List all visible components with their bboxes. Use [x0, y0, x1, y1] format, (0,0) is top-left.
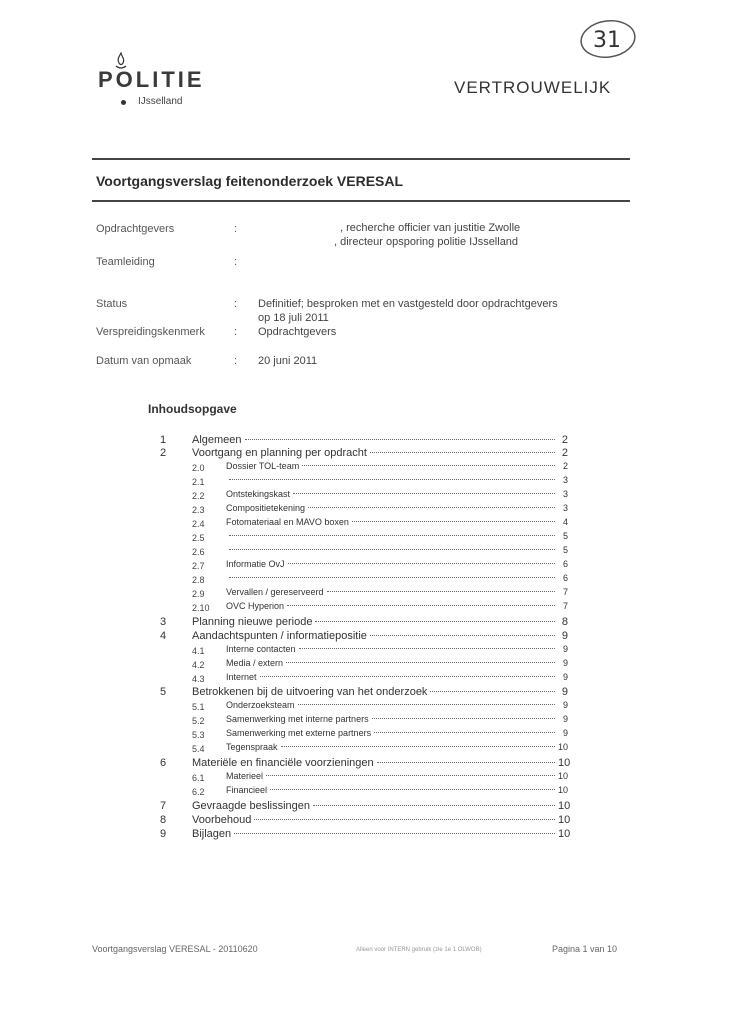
- toc-subentry[interactable]: [226, 728, 568, 738]
- toc-leader-dots: [286, 662, 555, 663]
- toc-subentry[interactable]: [226, 700, 568, 710]
- toc-entry-text: Aandachtspunten / informatiepositie: [192, 630, 367, 642]
- footer-left: Voortgangsverslag VERESAL - 20110620: [92, 944, 258, 954]
- meta-value: , directeur opsporing politie IJsselland: [334, 236, 519, 248]
- toc-number: 5.2: [192, 716, 205, 726]
- toc-number: 1: [160, 434, 167, 446]
- toc-entry[interactable]: [192, 616, 568, 628]
- toc-leader-dots: [327, 591, 555, 592]
- toc-page-number: 9: [562, 728, 568, 738]
- toc-number: 3: [160, 616, 167, 628]
- meta-value: 20 juni 2011: [258, 355, 318, 367]
- toc-entry-text: Internet: [226, 672, 257, 682]
- confidential-label: VERTROUWELIJK: [454, 78, 612, 97]
- toc-page-number: 10: [558, 800, 571, 812]
- toc-number: 5.1: [192, 702, 205, 712]
- toc-entry[interactable]: [192, 814, 571, 826]
- toc-subentry[interactable]: [226, 672, 568, 682]
- toc-page-number: 9: [561, 686, 568, 698]
- toc-title: Inhoudsopgave: [148, 402, 237, 416]
- footer-page: Pagina 1 van 10: [552, 944, 618, 954]
- toc-entry-text: Bijlagen: [192, 828, 232, 840]
- meta-value: , recherche officier van justitie Zwolle: [340, 222, 521, 234]
- meta-colon: :: [234, 223, 238, 235]
- toc-entry-text: Betrokkenen bij de uitvoering van het onderzoek: [192, 686, 428, 698]
- logo-subtitle: IJsselland: [138, 96, 183, 107]
- toc-number: 4.3: [192, 674, 205, 684]
- toc-subentry[interactable]: [226, 517, 568, 527]
- meta-label-status: Status: [96, 298, 128, 310]
- toc-leader-dots: [234, 833, 555, 834]
- toc-page-number: 4: [562, 517, 568, 527]
- toc-leader-dots: [302, 465, 555, 466]
- toc-subentry[interactable]: [226, 545, 568, 555]
- toc-leader-dots: [288, 563, 555, 564]
- toc-page-number: 9: [562, 714, 568, 724]
- toc-entry[interactable]: [192, 800, 571, 812]
- toc-leader-dots: [270, 789, 555, 790]
- toc-leader-dots: [377, 762, 555, 763]
- toc-entry-text: Onderzoeksteam: [226, 700, 295, 710]
- logo-text: POLITIE: [98, 67, 205, 92]
- toc-number: 2.4: [192, 519, 205, 529]
- toc-number: 2.0: [192, 463, 205, 473]
- toc-entry-text: Samenwerking met externe partners: [226, 728, 372, 738]
- toc-leader-dots: [370, 452, 555, 453]
- toc-leader-dots: [308, 507, 555, 508]
- toc-entry-text: Tegenspraak: [226, 742, 278, 752]
- toc-entry-text: Fotomateriaal en MAVO boxen: [226, 517, 349, 527]
- toc-page-number: 10: [558, 742, 569, 752]
- toc-leader-dots: [370, 635, 555, 636]
- toc-entry[interactable]: [192, 447, 568, 459]
- toc-subentry[interactable]: [226, 489, 568, 499]
- toc-page-number: 2: [561, 447, 568, 459]
- toc-entry-text: Ontstekingskast: [226, 489, 291, 499]
- toc-number: 6: [160, 757, 167, 769]
- toc-number: 2.5: [192, 533, 205, 543]
- toc-leader-dots: [266, 775, 555, 776]
- toc-number: 6.1: [192, 773, 205, 783]
- toc-subentry[interactable]: [226, 475, 568, 485]
- toc-leader-dots: [293, 493, 555, 494]
- toc-leader-dots: [229, 479, 555, 480]
- divider-bottom: [92, 200, 630, 202]
- toc-leader-dots: [352, 521, 555, 522]
- page-number-stamp: [578, 18, 638, 60]
- toc-entry-text: Media / extern: [226, 658, 284, 668]
- toc-page-number: 9: [562, 658, 568, 668]
- logo-bullet: [121, 100, 126, 105]
- toc-number: 4: [160, 630, 167, 642]
- toc-leader-dots: [254, 819, 555, 820]
- meta-colon: :: [234, 326, 238, 338]
- toc-page-number: 10: [558, 828, 571, 840]
- toc-entry-text: Samenwerking met interne partners: [226, 714, 369, 724]
- stamp-number: 31: [593, 28, 621, 53]
- toc-leader-dots: [281, 746, 555, 747]
- toc-subentry[interactable]: [226, 531, 568, 541]
- toc-entry-text: Gevraagde beslissingen: [192, 800, 311, 812]
- toc-number: 5: [160, 686, 167, 698]
- toc-number: 7: [160, 800, 167, 812]
- toc-entry-text: Informatie OvJ: [226, 559, 285, 569]
- toc-number: 2.3: [192, 505, 205, 515]
- toc-leader-dots: [430, 691, 555, 692]
- toc-subentry[interactable]: [226, 742, 568, 752]
- toc-entry-text: OVC Hyperion: [226, 601, 285, 611]
- document-title: Voortgangsverslag feitenonderzoek VERESAL: [96, 173, 404, 189]
- meta-label-datum: Datum van opmaak: [96, 355, 192, 367]
- toc-page-number: 5: [562, 545, 568, 555]
- toc-subentry[interactable]: [226, 503, 568, 513]
- toc-leader-dots: [299, 648, 555, 649]
- toc-entry-text: Voorbehoud: [192, 814, 252, 826]
- toc-page-number: 9: [561, 630, 568, 642]
- toc-entry-text: Interne contacten: [226, 644, 296, 654]
- toc-page-number: 6: [562, 559, 568, 569]
- toc-page-number: 10: [558, 814, 571, 826]
- toc-leader-dots: [315, 621, 555, 622]
- toc-page-number: 6: [562, 573, 568, 583]
- toc-subentry[interactable]: [226, 771, 568, 781]
- toc-number: 2.2: [192, 491, 205, 501]
- toc-page-number: 10: [558, 757, 571, 769]
- toc-leader-dots: [313, 805, 555, 806]
- toc-leader-dots: [374, 732, 555, 733]
- toc-entry[interactable]: [192, 757, 571, 769]
- toc-page-number: 3: [562, 503, 568, 513]
- toc-entry-text: Materiële en financiële voorzieningen: [192, 757, 374, 769]
- toc-subentry[interactable]: [226, 658, 568, 668]
- toc-page-number: 7: [562, 587, 568, 597]
- toc-leader-dots: [287, 605, 555, 606]
- toc-number: 2.8: [192, 575, 205, 585]
- meta-colon: :: [234, 256, 238, 268]
- toc-page-number: 2: [561, 434, 568, 446]
- toc-page-number: 8: [561, 616, 568, 628]
- toc-page-number: 9: [562, 644, 568, 654]
- toc-page-number: 7: [562, 601, 568, 611]
- toc-page-number: 10: [558, 785, 569, 795]
- toc-leader-dots: [229, 549, 555, 550]
- toc-subentry[interactable]: [226, 461, 568, 471]
- meta-value: Opdrachtgevers: [258, 326, 337, 338]
- toc-page-number: 3: [562, 489, 568, 499]
- toc-entry-text: Voortgang en planning per opdracht: [192, 447, 367, 459]
- toc-entry-text: Planning nieuwe periode: [192, 616, 313, 628]
- toc-number: 4.2: [192, 660, 205, 670]
- toc-leader-dots: [372, 718, 555, 719]
- toc-number: 8: [160, 814, 167, 826]
- toc-subentry[interactable]: [226, 587, 568, 597]
- toc-leader-dots: [229, 577, 555, 578]
- meta-colon: :: [234, 355, 238, 367]
- meta-colon: :: [234, 298, 238, 310]
- toc-number: 5.4: [192, 744, 205, 754]
- meta-label-verspreiding: Verspreidingskenmerk: [96, 326, 205, 338]
- toc-subentry[interactable]: [226, 573, 568, 583]
- toc-number: 2.1: [192, 477, 205, 487]
- toc-entry[interactable]: [192, 434, 568, 446]
- toc-entry-text: Vervallen / gereserveerd: [226, 587, 324, 597]
- toc-leader-dots: [229, 535, 555, 536]
- meta-value: Definitief; besproken met en vastgesteld door opdrachtgevers: [258, 298, 558, 310]
- divider-top: [92, 158, 630, 160]
- toc-entry[interactable]: [192, 630, 568, 642]
- toc-leader-dots: [245, 439, 555, 440]
- toc-entry[interactable]: [192, 828, 571, 840]
- toc-subentry[interactable]: [226, 785, 568, 795]
- toc-page-number: 9: [562, 672, 568, 682]
- toc-entry-text: Materieel: [226, 771, 264, 781]
- meta-label-teamleiding: Teamleiding: [96, 256, 155, 268]
- toc-leader-dots: [260, 676, 555, 677]
- toc-page-number: 9: [562, 700, 568, 710]
- toc-subentry[interactable]: [226, 601, 568, 611]
- toc-page-number: 3: [562, 475, 568, 485]
- toc-number: 2.10: [192, 603, 210, 613]
- toc-entry-text: Dossier TOL-team: [226, 461, 300, 471]
- toc-entry-text: Financieel: [226, 785, 268, 795]
- toc-entry-text: Compositietekening: [226, 503, 306, 513]
- meta-label-opdrachtgevers: Opdrachtgevers: [96, 223, 175, 235]
- toc-number: 9: [160, 828, 167, 840]
- toc-page-number: 2: [562, 461, 568, 471]
- toc-subentry[interactable]: [226, 714, 568, 724]
- toc-number: 2.7: [192, 561, 205, 571]
- footer-middle: Alleen voor INTERN gebruik (zie 1e 1 OLWOB): [356, 947, 482, 953]
- toc-number: 6.2: [192, 787, 205, 797]
- toc-page-number: 10: [558, 771, 569, 781]
- toc-leader-dots: [298, 704, 555, 705]
- toc-page-number: 5: [562, 531, 568, 541]
- toc-entry[interactable]: [192, 686, 568, 698]
- meta-value: op 18 juli 2011: [258, 312, 329, 324]
- toc-number: 2.6: [192, 547, 205, 557]
- toc-subentry[interactable]: [226, 644, 568, 654]
- toc-number: 5.3: [192, 730, 205, 740]
- toc-number: 2: [160, 447, 167, 459]
- toc-number: 4.1: [192, 646, 205, 656]
- toc-subentry[interactable]: [226, 559, 568, 569]
- toc-entry-text: Algemeen: [192, 434, 242, 446]
- toc-number: 2.9: [192, 589, 205, 599]
